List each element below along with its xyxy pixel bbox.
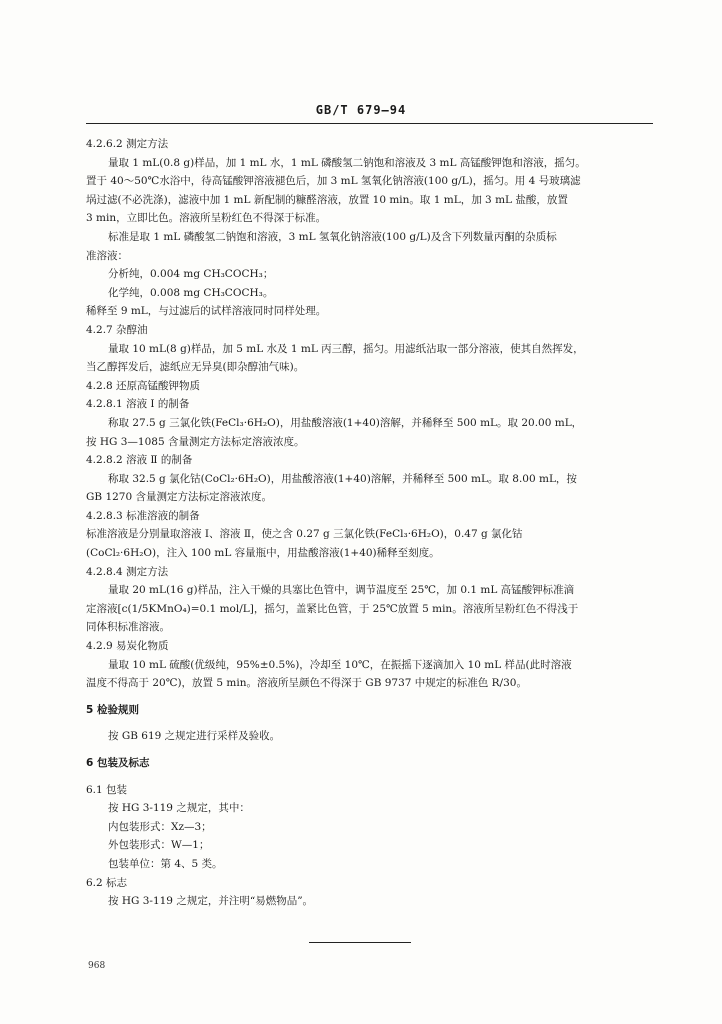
heading-4-2-8-2: 4.2.8.2 溶液 Ⅱ 的制备: [86, 454, 193, 467]
paragraph-line: 3 min，立即比色。溶液所呈粉红色不得深于标准。: [86, 212, 327, 225]
paragraph-line: 量取 10 mL 硫酸(优级纯，95%±0.5%)，冷却至 10℃，在振摇下逐滴加入 10 mL 样品(此时溶液: [108, 658, 572, 671]
heading-4-2-8-3: 4.2.8.3 标准溶液的制备: [86, 509, 200, 522]
paragraph-line: 化学纯，0.008 mg CH₃COCH₃。: [108, 286, 274, 299]
paragraph-line: 量取 20 mL(16 g)样品，注入干燥的具塞比色管中，调节温度至 25℃，加 0.1 mL 高锰酸钾标准滴: [108, 584, 575, 597]
paragraph-line: 包装单位：第 4、5 类。: [108, 857, 223, 870]
paragraph-line: 置于 40～50℃水浴中，待高锰酸钾溶液褪色后，加 3 mL 氢氧化钠溶液(100 g/L)，摇匀。用 4 号玻璃滤: [86, 175, 581, 188]
heading-6-2: 6.2 标志: [86, 876, 128, 889]
header-rule: [86, 123, 653, 124]
paragraph-line: 温度不得高于 20℃)，放置 5 min。溶液所呈颜色不得深于 GB 9737 中规定的标准色 R/30。: [86, 677, 527, 690]
paragraph-line: 按 HG 3-119 之规定，并注明“易燃物品”。: [108, 895, 314, 908]
paragraph-line: 埚过滤(不必洗涤)，滤液中加 1 mL 新配制的糠醛溶液，放置 10 min。取 1 mL，加 3 mL 盐酸，放置: [86, 193, 568, 206]
heading-4-2-8: 4.2.8 还原高锰酸钾物质: [86, 379, 201, 392]
section-6-heading: 6 包装及标志: [86, 757, 150, 769]
paragraph-line: 标准溶液是分别量取溶液 Ⅰ、溶液 Ⅱ，使之含 0.27 g 三氯化铁(FeCl₃·6H₂O)，0.47 g 氯化钴: [86, 528, 523, 541]
paragraph-line: 定溶液[c(1/5KMnO₄)=0.1 mol/L]，摇匀，盖紧比色管，于 25℃放置 5 min。溶液所呈粉红色不得浅于: [86, 602, 579, 615]
paragraph-line: 量取 10 mL(8 g)样品，加 5 mL 水及 1 mL 丙三醇，摇匀。用滤纸沾取一部分溶液，使其自然挥发，: [108, 342, 584, 355]
page-number: 968: [88, 961, 106, 971]
paragraph-line: 按 HG 3-119 之规定，其中：: [108, 802, 250, 815]
paragraph-line: 量取 1 mL(0.8 g)样品，加 1 mL 水，1 mL 磷酸氢二钠饱和溶液及 3 mL 高锰酸钾饱和溶液，摇匀。: [108, 156, 586, 169]
paragraph-line: 当乙醇挥发后，滤纸应无异臭(即杂醇油气味)。: [86, 361, 305, 374]
paragraph-line: GB 1270 含量测定方法标定溶液浓度。: [86, 491, 273, 504]
body-text: [86, 135, 653, 911]
paragraph-line: 按 HG 3—1085 含量测定方法标定溶液浓度。: [86, 435, 305, 448]
paragraph-line: 外包装形式：W—1；: [108, 839, 210, 852]
paragraph-line: 标准是取 1 mL 磷酸氢二钠饱和溶液，3 mL 氢氧化钠溶液(100 g/L)及含下列数量丙酮的杂质标: [108, 230, 557, 243]
paragraph-line: 内包装形式：Xz—3；: [108, 820, 212, 833]
heading-6-1: 6.1 包装: [86, 783, 128, 796]
section-5-heading: 5 检验规则: [86, 703, 139, 716]
heading-4-2-7: 4.2.7 杂醇油: [86, 323, 148, 336]
heading-4-2-8-1: 4.2.8.1 溶液 Ⅰ 的制备: [86, 398, 190, 411]
heading-4-2-8-4: 4.2.8.4 测定方法: [86, 565, 169, 578]
paragraph-line: 同体积标准溶液。: [86, 621, 170, 634]
paragraph-line: (CoCl₂·6H₂O)，注入 100 mL 容量瓶中，用盐酸溶液(1+40)稀释至刻度。: [86, 547, 440, 560]
paragraph-line: 称取 27.5 g 三氯化铁(FeCl₃·6H₂O)，用盐酸溶液(1+40)溶解，并稀释至 500 mL。取 20.00 mL，: [108, 416, 583, 429]
heading-4-2-6-2: 4.2.6.2 测定方法: [86, 138, 169, 150]
paragraph-line: 稀释至 9 mL，与过滤后的试样溶液同时同样处理。: [86, 305, 327, 318]
page-header: GB/T 679—94: [315, 103, 407, 117]
end-rule: [309, 942, 411, 943]
heading-4-2-9: 4.2.9 易炭化物质: [86, 640, 169, 653]
paragraph-line: 准溶液：: [86, 249, 128, 262]
paragraph-line: 称取 32.5 g 氯化钴(CoCl₂·6H₂O)，用盐酸溶液(1+40)溶解，并稀释至 500 mL。取 8.00 mL，按: [108, 472, 577, 485]
paragraph-line: 按 GB 619 之规定进行采样及验收。: [108, 730, 281, 743]
paragraph-line: 分析纯，0.004 mg CH₃COCH₃；: [108, 268, 274, 281]
